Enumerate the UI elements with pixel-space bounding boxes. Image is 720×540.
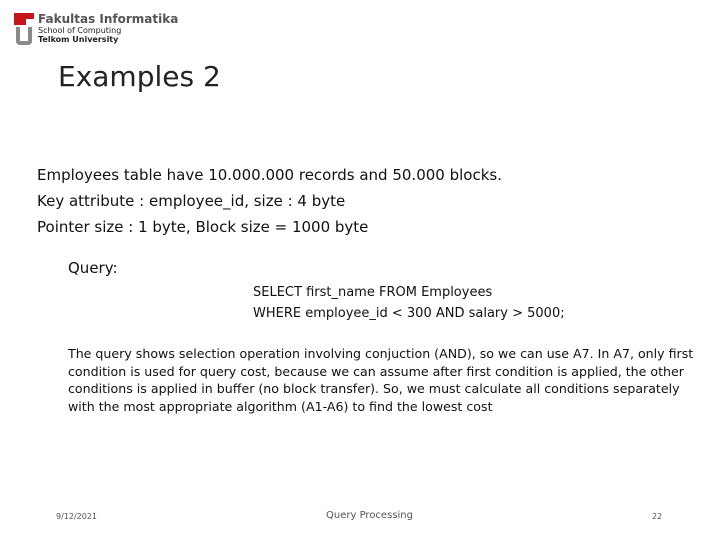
body-line-key-attribute: Key attribute : employee_id, size : 4 byte	[37, 192, 346, 210]
telkom-logo-icon	[14, 13, 34, 45]
body-line-records: Employees table have 10.000.000 records and 50.000 blocks.	[37, 166, 502, 184]
problem-statement	[37, 162, 502, 240]
body-line-pointer-size: Pointer size : 1 byte, Block size = 1000 byte	[37, 218, 369, 236]
footer-title: Query Processing	[326, 510, 413, 521]
footer-date: 9/12/2021	[56, 512, 98, 521]
sql-query	[253, 282, 565, 324]
page-number: 22	[652, 512, 663, 521]
logo-faculty-name: Fakultas Informatika	[38, 12, 179, 26]
slide-title: Examples 2	[58, 60, 221, 93]
sql-line-select: SELECT first_name FROM Employees	[253, 285, 493, 300]
institution-logo	[14, 13, 178, 45]
sql-line-where: WHERE employee_id < 300 AND salary > 5000;	[253, 306, 565, 321]
query-label: Query:	[68, 259, 118, 277]
logo-university-name: Telkom University	[38, 35, 119, 44]
logo-school-name: School of Computing	[38, 26, 122, 35]
explanation-paragraph: The query shows selection operation involving conjuction (AND), so we can use A7. In A7, only first condition is used for query cost, because we can assume after first condition is applied, the other conditions is applied in buffer (no block transfer). So, we must calculate all conditions separately with the most appropriate algorithm (A1-A6) to find the lowest cost	[68, 346, 694, 414]
